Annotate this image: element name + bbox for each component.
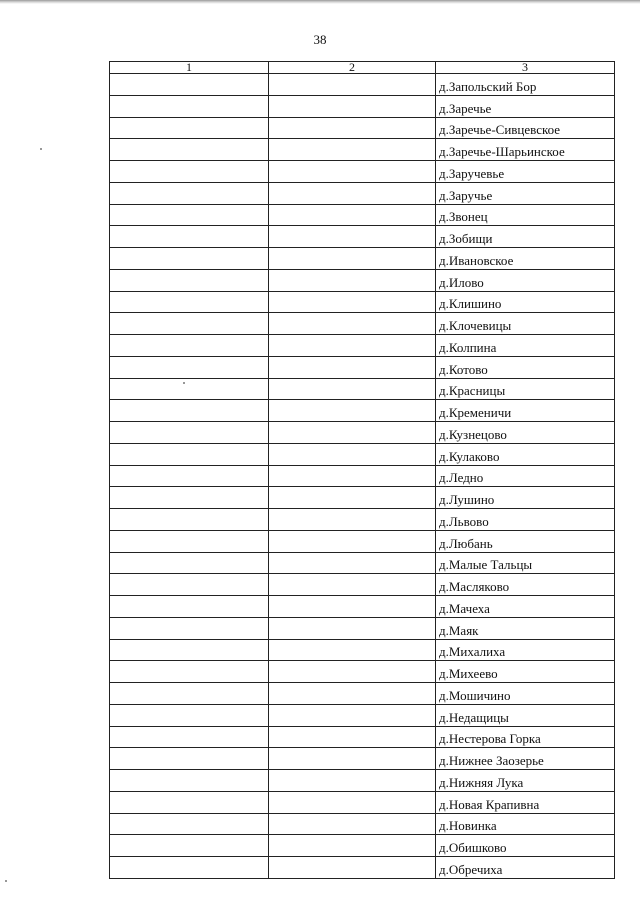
cell-column-2 — [269, 813, 436, 835]
cell-column-2 — [269, 552, 436, 574]
settlement-name: д.Колпина — [436, 335, 615, 357]
table-row — [110, 552, 615, 574]
table-row — [110, 443, 615, 465]
table-row — [110, 356, 615, 378]
column-header-2: 2 — [269, 62, 436, 74]
settlement-name: д.Мошичино — [436, 683, 615, 705]
table-row — [110, 74, 615, 96]
table-row — [110, 378, 615, 400]
table-row — [110, 95, 615, 117]
table-row — [110, 639, 615, 661]
settlement-name: д.Масляково — [436, 574, 615, 596]
cell-column-1 — [110, 791, 269, 813]
table-row — [110, 748, 615, 770]
table-row — [110, 335, 615, 357]
cell-column-1 — [110, 530, 269, 552]
table-row — [110, 530, 615, 552]
cell-column-2 — [269, 857, 436, 879]
table-row — [110, 269, 615, 291]
cell-column-2 — [269, 117, 436, 139]
settlement-name: д.Маяк — [436, 617, 615, 639]
table-row — [110, 204, 615, 226]
cell-column-2 — [269, 422, 436, 444]
cell-column-2 — [269, 95, 436, 117]
table-row — [110, 835, 615, 857]
settlement-name: д.Запольский Бор — [436, 74, 615, 96]
table-row — [110, 661, 615, 683]
cell-column-1 — [110, 204, 269, 226]
settlement-name: д.Звонец — [436, 204, 615, 226]
table-row — [110, 509, 615, 531]
column-header-3: 3 — [436, 62, 615, 74]
settlement-name: д.Малые Тальцы — [436, 552, 615, 574]
cell-column-1 — [110, 95, 269, 117]
table-row — [110, 117, 615, 139]
table-row — [110, 487, 615, 509]
cell-column-1 — [110, 639, 269, 661]
cell-column-1 — [110, 552, 269, 574]
cell-column-1 — [110, 487, 269, 509]
scan-speck — [5, 880, 7, 882]
settlement-name: д.Михеево — [436, 661, 615, 683]
table-row — [110, 704, 615, 726]
table-row — [110, 248, 615, 270]
settlement-name: д.Кузнецово — [436, 422, 615, 444]
cell-column-1 — [110, 400, 269, 422]
settlement-name: д.Новая Крапивна — [436, 791, 615, 813]
cell-column-1 — [110, 443, 269, 465]
cell-column-1 — [110, 248, 269, 270]
settlement-name: д.Илово — [436, 269, 615, 291]
cell-column-2 — [269, 139, 436, 161]
table-row — [110, 465, 615, 487]
settlement-name: д.Заручевье — [436, 161, 615, 183]
cell-column-2 — [269, 356, 436, 378]
settlements-table — [109, 61, 615, 879]
cell-column-1 — [110, 509, 269, 531]
cell-column-1 — [110, 378, 269, 400]
cell-column-2 — [269, 835, 436, 857]
cell-column-1 — [110, 269, 269, 291]
cell-column-2 — [269, 530, 436, 552]
cell-column-1 — [110, 617, 269, 639]
settlement-name: д.Любань — [436, 530, 615, 552]
settlement-name: д.Кременичи — [436, 400, 615, 422]
cell-column-1 — [110, 726, 269, 748]
cell-column-2 — [269, 509, 436, 531]
cell-column-1 — [110, 356, 269, 378]
settlement-name: д.Заречье-Шарьинское — [436, 139, 615, 161]
table-row — [110, 813, 615, 835]
settlement-name: д.Заручье — [436, 182, 615, 204]
settlement-name: д.Нижняя Лука — [436, 770, 615, 792]
cell-column-1 — [110, 422, 269, 444]
cell-column-2 — [269, 182, 436, 204]
cell-column-2 — [269, 596, 436, 618]
table-row — [110, 770, 615, 792]
settlement-name: д.Зобищи — [436, 226, 615, 248]
cell-column-1 — [110, 465, 269, 487]
settlement-name: д.Красницы — [436, 378, 615, 400]
cell-column-1 — [110, 161, 269, 183]
settlement-name: д.Нижнее Заозерье — [436, 748, 615, 770]
settlement-name: д.Михалиха — [436, 639, 615, 661]
cell-column-2 — [269, 748, 436, 770]
cell-column-2 — [269, 291, 436, 313]
settlement-name: д.Кулаково — [436, 443, 615, 465]
cell-column-2 — [269, 269, 436, 291]
table-row — [110, 791, 615, 813]
table-row — [110, 400, 615, 422]
cell-column-2 — [269, 248, 436, 270]
scan-top-edge — [0, 0, 640, 4]
settlement-name: д.Ивановское — [436, 248, 615, 270]
cell-column-2 — [269, 74, 436, 96]
table-row — [110, 226, 615, 248]
cell-column-2 — [269, 726, 436, 748]
cell-column-1 — [110, 335, 269, 357]
cell-column-1 — [110, 661, 269, 683]
table-row — [110, 857, 615, 879]
cell-column-2 — [269, 378, 436, 400]
cell-column-1 — [110, 683, 269, 705]
table-row — [110, 726, 615, 748]
cell-column-2 — [269, 704, 436, 726]
table-row — [110, 574, 615, 596]
cell-column-2 — [269, 226, 436, 248]
scan-speck — [183, 382, 185, 384]
scan-speck — [40, 148, 42, 150]
cell-column-1 — [110, 596, 269, 618]
settlement-name: д.Львово — [436, 509, 615, 531]
settlement-name: д.Лушино — [436, 487, 615, 509]
settlement-name: д.Ледно — [436, 465, 615, 487]
table-row — [110, 617, 615, 639]
column-header-1: 1 — [110, 62, 269, 74]
page-number: 38 — [313, 32, 327, 47]
settlement-name: д.Обречиха — [436, 857, 615, 879]
cell-column-2 — [269, 791, 436, 813]
cell-column-2 — [269, 770, 436, 792]
table-row — [110, 161, 615, 183]
settlement-name: д.Заречье-Сивцевское — [436, 117, 615, 139]
table-row — [110, 683, 615, 705]
cell-column-1 — [110, 574, 269, 596]
cell-column-2 — [269, 161, 436, 183]
cell-column-2 — [269, 465, 436, 487]
settlement-name: д.Клишино — [436, 291, 615, 313]
cell-column-1 — [110, 226, 269, 248]
cell-column-1 — [110, 291, 269, 313]
settlement-name: д.Котово — [436, 356, 615, 378]
table-row — [110, 139, 615, 161]
cell-column-2 — [269, 204, 436, 226]
table-row — [110, 313, 615, 335]
table-header-row — [110, 62, 615, 74]
cell-column-2 — [269, 617, 436, 639]
settlement-name: д.Заречье — [436, 95, 615, 117]
table-row — [110, 291, 615, 313]
cell-column-1 — [110, 139, 269, 161]
cell-column-2 — [269, 683, 436, 705]
cell-column-1 — [110, 857, 269, 879]
cell-column-1 — [110, 74, 269, 96]
cell-column-2 — [269, 487, 436, 509]
cell-column-1 — [110, 748, 269, 770]
table-body — [110, 74, 615, 879]
settlement-name: д.Нестерова Горка — [436, 726, 615, 748]
cell-column-1 — [110, 770, 269, 792]
settlement-name: д.Клочевицы — [436, 313, 615, 335]
cell-column-2 — [269, 400, 436, 422]
cell-column-1 — [110, 813, 269, 835]
cell-column-2 — [269, 443, 436, 465]
cell-column-2 — [269, 661, 436, 683]
cell-column-2 — [269, 574, 436, 596]
settlement-name: д.Недащицы — [436, 704, 615, 726]
cell-column-1 — [110, 704, 269, 726]
settlement-name: д.Мачеха — [436, 596, 615, 618]
table-row — [110, 596, 615, 618]
table-row — [110, 422, 615, 444]
cell-column-1 — [110, 835, 269, 857]
settlement-name: д.Обишково — [436, 835, 615, 857]
cell-column-2 — [269, 335, 436, 357]
cell-column-2 — [269, 313, 436, 335]
cell-column-2 — [269, 639, 436, 661]
table-row — [110, 182, 615, 204]
cell-column-1 — [110, 313, 269, 335]
cell-column-1 — [110, 182, 269, 204]
settlement-name: д.Новинка — [436, 813, 615, 835]
cell-column-1 — [110, 117, 269, 139]
